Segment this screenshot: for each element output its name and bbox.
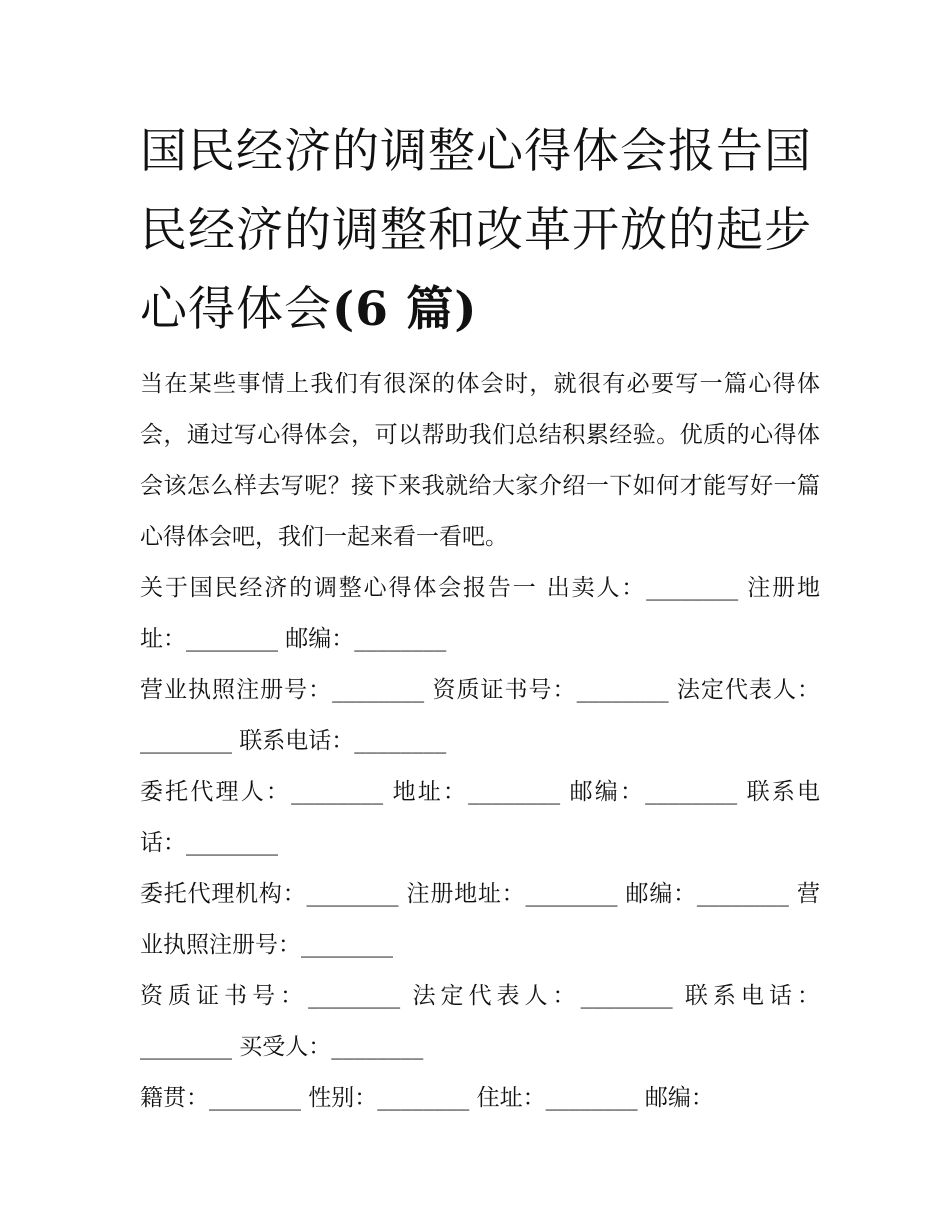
document-title-suffix: (6 篇) (332, 282, 478, 337)
document-title-main: 国民经济的调整心得体会报告国民经济的调整和改革开放的起步心得体会 (140, 124, 812, 337)
agency-qualification-paragraph: 资质证书号：________ 法定代表人：________ 联系电话：________ 买受人：________ (140, 983, 820, 1060)
document-title (140, 112, 820, 349)
seller-license-paragraph: 营业执照注册号：________ 资质证书号：________ 法定代表人：________ 联系电话：________ (140, 677, 820, 754)
agent-paragraph: 委托代理人：________ 地址：________ 邮编：________ 联系电话：________ (140, 779, 820, 856)
document-page (140, 112, 820, 1124)
buyer-info-paragraph: 籍贯：________ 性别：________ 住址：________ 邮编： (140, 1085, 714, 1111)
agency-paragraph: 委托代理机构：________ 注册地址：________ 邮编：________ 营业执照注册号：________ (140, 881, 820, 958)
seller-info-paragraph: 关于国民经济的调整心得体会报告一 出卖人：________ 注册地址：________ 邮编：________ (140, 575, 820, 652)
intro-paragraph: 当在某些事情上我们有很深的体会时，就很有必要写一篇心得体会，通过写心得体会，可以帮助我们总结积累经验。优质的心得体会该怎么样去写呢？接下来我就给大家介绍一下如何才能写好一篇心得体会吧，我们一起来看一看吧。 (140, 371, 820, 550)
